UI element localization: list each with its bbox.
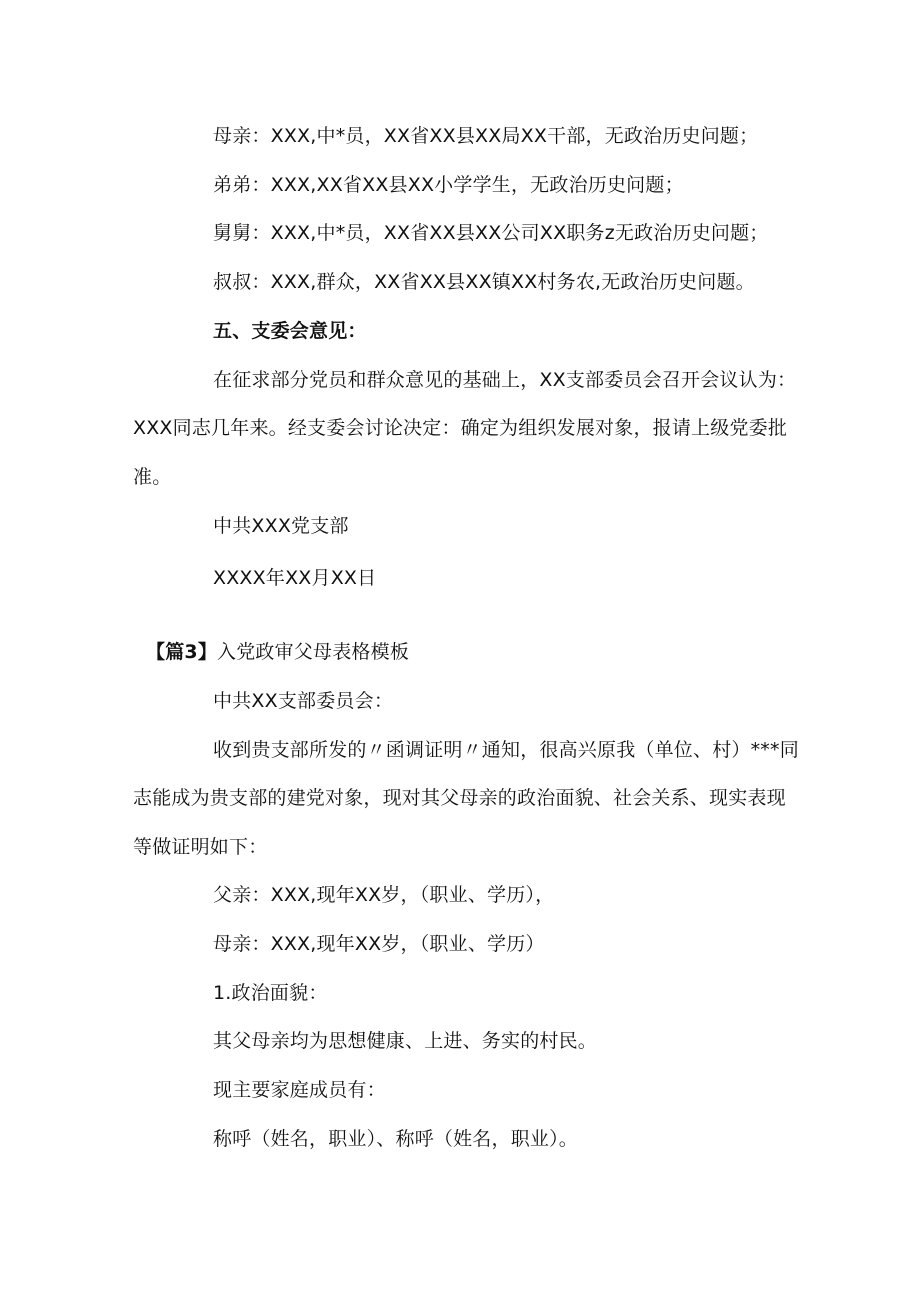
- letter-paragraph-line: 收到贵支部所发的〃函调证明〃通知，很高兴原我（单位、村）***同: [213, 739, 799, 761]
- opinion-paragraph-line: 准。: [133, 466, 172, 488]
- letter-addressee: 中共XX支部委员会：: [213, 690, 394, 712]
- article-3-title-text: 入党政审父母表格模板: [217, 641, 410, 663]
- letter-paragraph-line: 等做证明如下：: [133, 836, 268, 858]
- family-member-mother: 母亲：XXX,中*员，XX省XX县XX局XX干部，无政治历史问题；: [213, 125, 759, 147]
- letter-paragraph-line: 志能成为贵支部的建党对象，现对其父母亲的政治面貌、社会关系、现实表现: [133, 787, 786, 809]
- opinion-paragraph-line: XXX同志几年来。经支委会讨论决定：确定为组织发展对象，报请上级党委批: [133, 417, 788, 439]
- family-members-text: 称呼（姓名，职业）、称呼（姓名，职业）。: [213, 1128, 579, 1150]
- mother-info: 母亲：XXX,现年XX岁，（职业、学历）: [213, 933, 545, 955]
- family-member-uncle-paternal: 叔叔：XXX,群众，XX省XX县XX镇XX村务农,无政治历史问题。: [213, 271, 755, 293]
- political-status-text: 其父母亲均为思想健康、上进、务实的村民。: [213, 1030, 598, 1052]
- signature-date: XXXX年XX月XX日: [213, 567, 377, 589]
- family-members-heading: 现主要家庭成员有：: [213, 1079, 386, 1101]
- father-info: 父亲：XXX,现年XX岁，（职业、学历），: [213, 884, 555, 906]
- family-member-uncle-maternal: 舅舅：XXX,中*员，XX省XX县XX公司XX职务z无政治历史问题；: [213, 222, 769, 244]
- article-3-tag: 【篇3】: [146, 641, 218, 663]
- family-member-brother: 弟弟：XXX,XX省XX县XX小学学生，无政治历史问题；: [213, 174, 684, 196]
- political-status-heading: 1.政治面貌：: [213, 982, 328, 1004]
- article-3-title: [146, 640, 409, 664]
- opinion-paragraph-line: 在征求部分党员和群众意见的基础上，XX支部委员会召开会议认为：: [213, 369, 797, 391]
- section-5-heading: 五、支委会意见：: [213, 320, 367, 342]
- signature-organization: 中共XXX党支部: [213, 515, 349, 537]
